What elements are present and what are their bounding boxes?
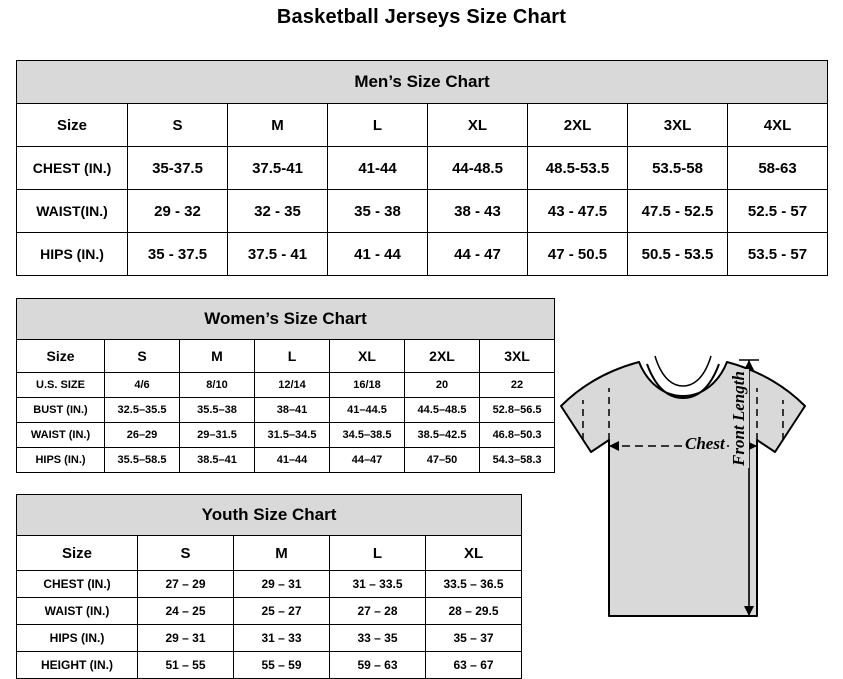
table-row (17, 652, 522, 679)
row-label: CHEST (IN.) (17, 571, 138, 598)
table-cell: 41–44 (255, 448, 330, 473)
table-cell: 27 – 28 (330, 598, 426, 625)
column-header: 4XL (728, 104, 828, 147)
table-cell: 22 (480, 373, 555, 398)
table-caption-row (17, 61, 828, 104)
column-header: S (128, 104, 228, 147)
table-cell: 55 – 59 (234, 652, 330, 679)
column-header: M (234, 536, 330, 571)
table-cell: 35.5–58.5 (105, 448, 180, 473)
table-row (17, 373, 555, 398)
table-row (17, 233, 828, 276)
table-row (17, 398, 555, 423)
table-cell: 59 – 63 (330, 652, 426, 679)
column-header: XL (428, 104, 528, 147)
youth-chart-caption: Youth Size Chart (17, 495, 522, 536)
table-cell: 34.5–38.5 (330, 423, 405, 448)
table-cell: 31 – 33.5 (330, 571, 426, 598)
table-row (17, 448, 555, 473)
table-header-row (17, 536, 522, 571)
table-cell: 52.8–56.5 (480, 398, 555, 423)
table-cell: 35 - 38 (328, 190, 428, 233)
row-label: WAIST(IN.) (17, 190, 128, 233)
column-header: Size (17, 536, 138, 571)
table-cell: 54.3–58.3 (480, 448, 555, 473)
row-label: CHEST (IN.) (17, 147, 128, 190)
column-header: M (228, 104, 328, 147)
table-cell: 35-37.5 (128, 147, 228, 190)
column-header: L (328, 104, 428, 147)
table-cell: 63 – 67 (426, 652, 522, 679)
column-header: S (105, 340, 180, 373)
row-label: U.S. SIZE (17, 373, 105, 398)
column-header: L (330, 536, 426, 571)
table-cell: 41–44.5 (330, 398, 405, 423)
table-cell: 52.5 - 57 (728, 190, 828, 233)
front-length-label: Front Length (729, 371, 748, 466)
table-cell: 47–50 (405, 448, 480, 473)
table-cell: 46.8–50.3 (480, 423, 555, 448)
row-label: HIPS (IN.) (17, 233, 128, 276)
column-header: 3XL (628, 104, 728, 147)
table-cell: 58-63 (728, 147, 828, 190)
table-caption-row (17, 495, 522, 536)
table-caption-row (17, 299, 555, 340)
column-header: S (138, 536, 234, 571)
row-label: WAIST (IN.) (17, 423, 105, 448)
table-cell: 41 - 44 (328, 233, 428, 276)
table-cell: 20 (405, 373, 480, 398)
table-cell: 29 - 32 (128, 190, 228, 233)
table-cell: 47 - 50.5 (528, 233, 628, 276)
table-cell: 44.5–48.5 (405, 398, 480, 423)
table-cell: 44–47 (330, 448, 405, 473)
table-cell: 53.5-58 (628, 147, 728, 190)
table-cell: 28 – 29.5 (426, 598, 522, 625)
table-row (17, 147, 828, 190)
table-cell: 32 - 35 (228, 190, 328, 233)
table-row (17, 423, 555, 448)
table-cell: 8/10 (180, 373, 255, 398)
table-cell: 50.5 - 53.5 (628, 233, 728, 276)
table-cell: 16/18 (330, 373, 405, 398)
chest-label: Chest (685, 434, 725, 453)
table-cell: 38 - 43 (428, 190, 528, 233)
table-header-row (17, 104, 828, 147)
column-header: M (180, 340, 255, 373)
womens-size-chart-table (16, 298, 555, 473)
row-label: HIPS (IN.) (17, 448, 105, 473)
table-cell: 35.5–38 (180, 398, 255, 423)
table-row (17, 571, 522, 598)
column-header: XL (426, 536, 522, 571)
table-cell: 26–29 (105, 423, 180, 448)
table-row (17, 598, 522, 625)
table-cell: 47.5 - 52.5 (628, 190, 728, 233)
table-cell: 35 – 37 (426, 625, 522, 652)
column-header: Size (17, 104, 128, 147)
table-cell: 53.5 - 57 (728, 233, 828, 276)
column-header: L (255, 340, 330, 373)
table-cell: 38.5–41 (180, 448, 255, 473)
table-cell: 32.5–35.5 (105, 398, 180, 423)
column-header: Size (17, 340, 105, 373)
table-cell: 4/6 (105, 373, 180, 398)
table-cell: 31 – 33 (234, 625, 330, 652)
table-cell: 33.5 – 36.5 (426, 571, 522, 598)
table-cell: 31.5–34.5 (255, 423, 330, 448)
table-cell: 25 – 27 (234, 598, 330, 625)
column-header: 2XL (528, 104, 628, 147)
column-header: XL (330, 340, 405, 373)
table-cell: 48.5-53.5 (528, 147, 628, 190)
table-cell: 38.5–42.5 (405, 423, 480, 448)
table-cell: 33 – 35 (330, 625, 426, 652)
table-row (17, 190, 828, 233)
row-label: BUST (IN.) (17, 398, 105, 423)
table-cell: 29–31.5 (180, 423, 255, 448)
row-label: HEIGHT (IN.) (17, 652, 138, 679)
table-cell: 44 - 47 (428, 233, 528, 276)
row-label: WAIST (IN.) (17, 598, 138, 625)
table-cell: 27 – 29 (138, 571, 234, 598)
table-cell: 43 - 47.5 (528, 190, 628, 233)
table-cell: 35 - 37.5 (128, 233, 228, 276)
table-cell: 12/14 (255, 373, 330, 398)
table-row (17, 625, 522, 652)
table-cell: 24 – 25 (138, 598, 234, 625)
mens-size-chart-table (16, 60, 828, 276)
table-cell: 51 – 55 (138, 652, 234, 679)
row-label: HIPS (IN.) (17, 625, 138, 652)
column-header: 3XL (480, 340, 555, 373)
table-cell: 41-44 (328, 147, 428, 190)
table-cell: 37.5 - 41 (228, 233, 328, 276)
womens-chart-caption: Women’s Size Chart (17, 299, 555, 340)
jersey-body-shape (561, 362, 805, 616)
table-header-row (17, 340, 555, 373)
table-cell: 29 – 31 (138, 625, 234, 652)
jersey-illustration-icon (543, 348, 839, 668)
table-cell: 37.5-41 (228, 147, 328, 190)
jersey-measurement-diagram (543, 348, 839, 668)
column-header: 2XL (405, 340, 480, 373)
table-cell: 29 – 31 (234, 571, 330, 598)
page-title: Basketball Jerseys Size Chart (276, 6, 567, 28)
table-cell: 38–41 (255, 398, 330, 423)
table-cell: 44-48.5 (428, 147, 528, 190)
collar-path (655, 356, 711, 386)
youth-size-chart-table (16, 494, 522, 679)
mens-chart-caption: Men’s Size Chart (17, 61, 828, 104)
